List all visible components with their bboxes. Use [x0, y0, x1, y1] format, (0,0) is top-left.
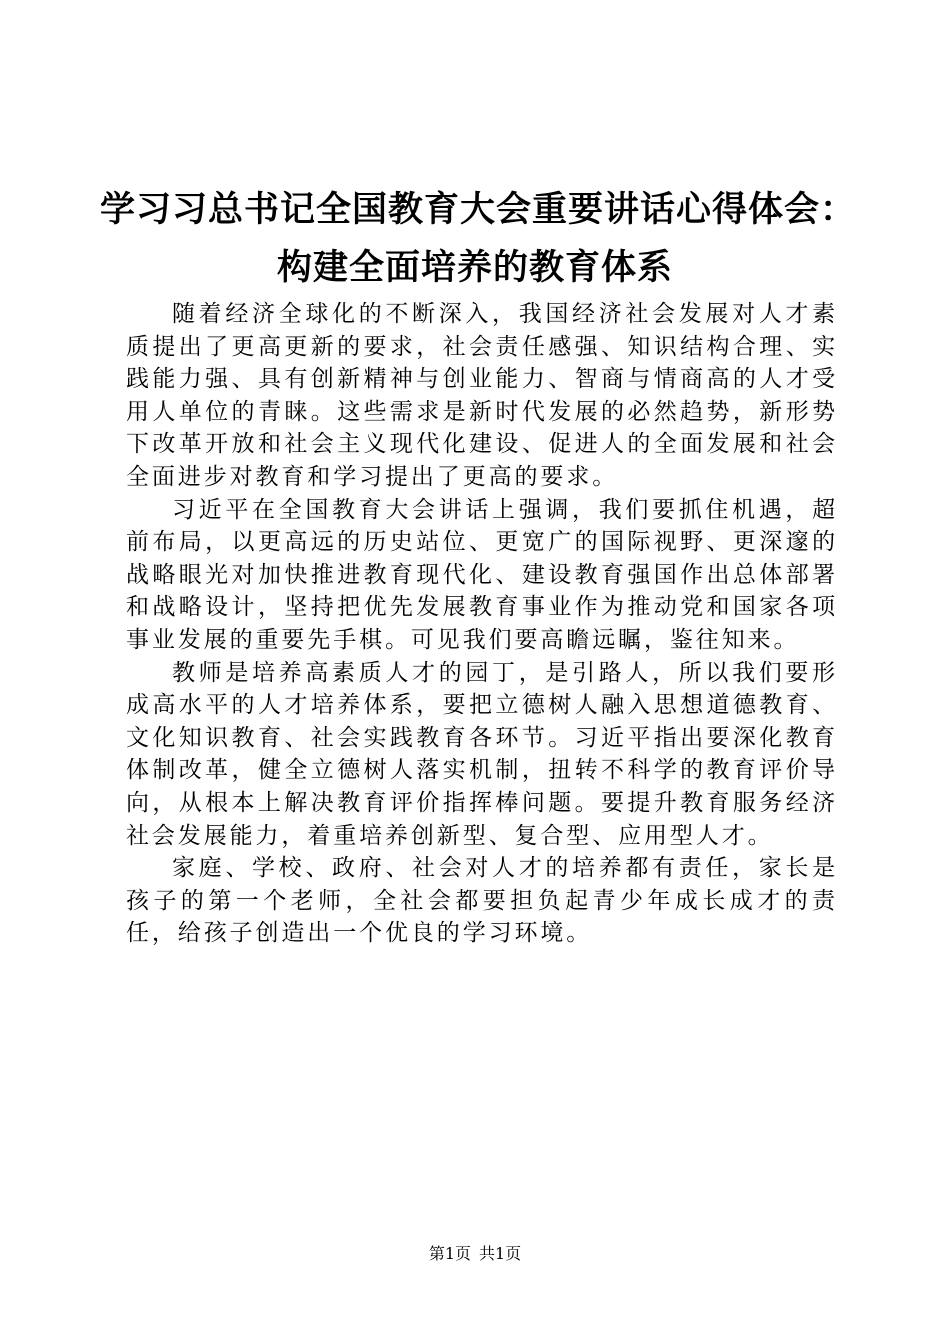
page-total: 共1页	[479, 1244, 522, 1263]
paragraph-1: 随着经济全球化的不断深入，我国经济社会发展对人才素质提出了更高更新的要求，社会责任感强、知识结构合理、实践能力强、具有创新精神与创业能力、智商与情商高的人才受用人单位的青睐。这些需求是新时代发展的必然趋势，新形势下改革开放和社会主义现代化建设、促进人的全面发展和社会全面进步对教育和学习提出了更高的要求。	[126, 301, 838, 490]
document-body	[126, 298, 838, 950]
document-title-line-1: 学习习总书记全国教育大会重要讲话心得体会：	[100, 190, 857, 230]
paragraph-4: 家庭、学校、政府、社会对人才的培养都有责任，家长是孩子的第一个老师，全社会都要担负起青少年成长成才的责任，给孩子创造出一个优良的学习环境。	[126, 855, 838, 947]
paragraph-2: 习近平在全国教育大会讲话上强调，我们要抓住机遇，超前布局，以更高远的历史站位、更宽广的国际视野、更深邃的战略眼光对加快推进教育现代化、建设教育强国作出总体部署和战略设计，坚持把优先发展教育事业作为推动党和国家各项事业发展的重要先手棋。可见我们要高瞻远瞩，鉴往知来。	[126, 496, 838, 653]
document-title-line-2: 构建全面培养的教育体系	[276, 248, 673, 288]
paragraph-3: 教师是培养高素质人才的园丁，是引路人，所以我们要形成高水平的人才培养体系，要把立德树人融入思想道德教育、文化知识教育、社会实践教育各环节。习近平指出要深化教育体制改革，健全立德树人落实机制，扭转不科学的教育评价导向，从根本上解决教育评价指挥棒问题。要提升教育服务经济社会发展能力，着重培养创新型、复合型、应用型人才。	[126, 659, 838, 849]
page-footer	[0, 1244, 950, 1264]
page-number: 第1页	[428, 1244, 471, 1263]
